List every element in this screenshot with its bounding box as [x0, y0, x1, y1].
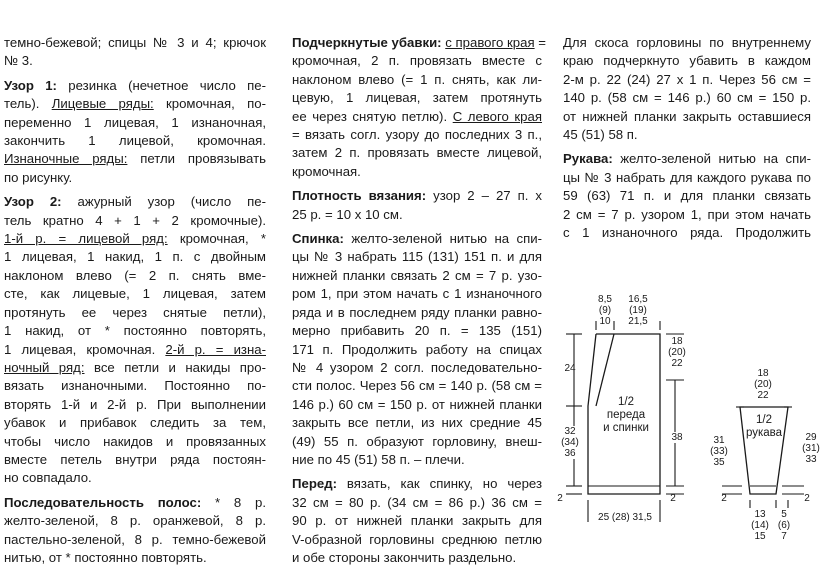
label-line: 10 [599, 316, 611, 327]
text-line: 1 накид, от * постоянно повторять, [4, 323, 266, 339]
text-line: кромочная. [292, 163, 361, 179]
text-line: Подчеркнутые убавки: с правого края = [292, 35, 546, 50]
text-line: сте, как лицевые, 1 лицевая, затем [4, 286, 266, 302]
underlined-term: Изнаночные ряды: [4, 151, 128, 167]
label-line: (19) [629, 305, 647, 316]
sleeve-band-left-label: 2 [721, 493, 727, 504]
underlined-term: с правого края [445, 35, 535, 50]
sleeve-left-length-label [708, 435, 730, 468]
text-column-1 [4, 34, 266, 567]
text-line: (49) 55 п. образуют горловину, внеш- [292, 433, 542, 449]
sleeve-piece-label [742, 414, 786, 440]
text-line: закрыть все петли, из них средние 45 [292, 415, 542, 431]
text-line: протянуть ее через снятые петли), [4, 304, 266, 320]
text-line: 59 (63) 71 п. и для планки связать [563, 188, 811, 204]
label-line: (14) [751, 520, 769, 531]
bold-heading: Узор 2: [4, 194, 62, 210]
label-line: 5 [781, 509, 787, 520]
underlined-term: 2-й р. = изна- [165, 341, 266, 357]
text-line: Изнаночные ряды: петли провязывать [4, 151, 266, 167]
body-band-left-label: 2 [557, 493, 563, 504]
sleeve-band-right-label: 2 [804, 493, 810, 504]
underlined-term: ночный ряд: [4, 359, 85, 375]
sleeve-bottom-width-label [748, 509, 772, 542]
text-line: тель). Лицевые ряды: кромочная, по- [4, 96, 266, 112]
text-column-3 [563, 34, 811, 242]
label-line: (9) [598, 305, 612, 316]
body-neck-depth-label: 24 [564, 363, 576, 374]
text-line: V-образной горловины среднюю петлю [292, 531, 542, 547]
text-line: от нижней планки закрыть оставшиеся [563, 108, 811, 124]
sleeve-bottom-offset-label [776, 509, 792, 542]
text-line: 146 р.) 60 см = 150 р. от нижней планки [292, 396, 542, 412]
text-line: переменно 1 лицевая, 1 изнаночная, [4, 114, 266, 130]
text-line: краю подчеркнуто убавить в каждом [563, 53, 811, 69]
label-line: 32 [564, 426, 576, 437]
sleeve-top-width-label [750, 368, 776, 401]
body-side-38-label: 38 [665, 432, 689, 443]
label-line: 22 [757, 390, 769, 401]
label-line: 35 [713, 457, 725, 468]
body-side-length-label [558, 426, 582, 459]
label-line: 1/2 [756, 414, 772, 426]
bold-heading: Плотность вязания: [292, 188, 427, 204]
label-line: (34) [561, 437, 579, 448]
label-line: 18 [671, 336, 683, 347]
text-line: чтобы число накидов и провязанных [4, 433, 266, 449]
text-line: цевую, 1 лицевая, затем протянуть [292, 90, 542, 106]
text-line: № 3. [4, 53, 33, 69]
text-line: цы № 3 набрать для каждого рукава по [563, 169, 811, 185]
text-line: затем 2 п. провязать вместе лицевой, [292, 145, 542, 161]
bold-heading: Спинка: [292, 231, 344, 247]
label-line: 1/2 [618, 396, 634, 408]
text-line: ночный ряд: все петли и накиды про- [4, 359, 266, 375]
text-line: 171 п. Продолжить работу на спицах [292, 341, 542, 357]
body-band-right-label: 2 [670, 493, 676, 504]
label-line: 16,5 [628, 294, 648, 305]
text-line: тель кратно 4 + 1 + 2 кромочные). [4, 212, 266, 228]
label-line: 31 [713, 435, 725, 446]
body-neck-width-label [592, 294, 618, 327]
bold-heading: Рукава: [563, 151, 613, 167]
text-line: 25 р. = 10 х 10 см. [292, 206, 403, 222]
label-line: 7 [781, 531, 787, 542]
text-line: цы № 3 набрать 115 (131) 151 п. и для [292, 249, 542, 265]
label-line: и спинки [603, 422, 649, 434]
text-line: кромочная, 2 п. провязать вместе с [292, 53, 542, 69]
underlined-term: С левого края [452, 108, 542, 124]
text-line: Узор 2: ажурный узор (число пе- [4, 194, 266, 210]
text-line: Плотность вязания: узор 2 – 27 п. х [292, 188, 543, 204]
text-line: 140 р. (58 см = 146 р.) 60 см = 150 р. [563, 90, 811, 106]
text-line: вторять 1-й и 2-й р. При выполнении [4, 396, 266, 412]
text-line: № 4 узором 2 согл. последовательно- [292, 359, 542, 375]
label-line: (20) [754, 379, 772, 390]
text-line: 45 (51) 58 п. [563, 127, 638, 143]
text-line: нитью, от * постоянно повторять. [4, 549, 207, 565]
text-line: Перед: вязать, как спинку, но через [292, 476, 542, 492]
bold-heading: Узор 1: [4, 77, 57, 93]
underlined-term: Лицевые ряды: [51, 96, 154, 112]
label-line: 36 [564, 448, 576, 459]
label-line: (6) [777, 520, 791, 531]
text-line: наклоном влево (= 1 п. снять, как ли- [292, 71, 542, 87]
text-column-2 [292, 34, 546, 567]
label-line: 13 [754, 509, 766, 520]
label-line: (20) [668, 347, 686, 358]
label-line: 33 [805, 454, 817, 465]
label-line: (33) [710, 446, 728, 457]
body-piece-label [596, 396, 656, 435]
text-line: но совпадало. [4, 470, 92, 486]
text-line: темно-бежевой; спицы № 3 и 4; крючок [4, 35, 266, 50]
body-width-label: 25 (28) 31,5 [592, 512, 658, 523]
bold-heading: Перед: [292, 476, 337, 492]
text-line: пастельно-зеленой, 8 р. темно-бежевой [4, 531, 266, 547]
text-line: ние по 45 (51) 58 п. – плечи. [292, 451, 465, 467]
text-line: Спинка: желто-зеленой нитью на спи- [292, 231, 542, 247]
text-line: ее через снятую петлю). С левого края [292, 108, 542, 124]
text-line: по рисунку. [4, 169, 73, 185]
label-line: 18 [757, 368, 769, 379]
underlined-term: 1-й р. = лицевой ряд: [4, 231, 168, 247]
text-line: ряда и в последнем ряду планки равно- [292, 304, 542, 320]
text-line: убавок и прибавок следить за тем, [4, 415, 266, 431]
label-line: переда [606, 409, 646, 421]
text-line: Последовательность полос: * 8 р. [4, 494, 266, 510]
text-line: ром 1, при этом начать с 1 изнаночного [292, 286, 542, 302]
sleeve-right-length-label [800, 432, 822, 465]
text-line: вместе петель внутри ряда постоян- [4, 451, 266, 467]
label-line: 29 [805, 432, 817, 443]
text-line: вязать изнаночными. Постоянно по- [4, 378, 266, 394]
text-line: Для скоса горловины по внутреннему [563, 35, 811, 50]
bold-heading: Подчеркнутые убавки: [292, 35, 442, 50]
pattern-diagrams [552, 286, 828, 573]
bold-heading: Последовательность полос: [4, 494, 202, 510]
text-line: наклоном влево (= 2 п. снять вме- [4, 267, 266, 283]
label-line: 8,5 [598, 294, 612, 305]
text-line: 2 см = 7 р. узором 1, при этом начать [563, 206, 811, 222]
text-line: нижней планки связать 2 см = 7 р. узо- [292, 267, 542, 283]
text-line: и обе стороны закончить раздельно. [292, 549, 517, 565]
text-line: 1 лицевая, 1 накид, 1 п. с двойным [4, 249, 266, 265]
label-line: 15 [754, 531, 766, 542]
text-line: с 1 изнаночного ряда. Продолжить [563, 225, 811, 241]
text-line: 90 р. от нижней планки закрыть для [292, 513, 542, 529]
text-line: желто-зеленой, 8 р. оранжевой, 8 р. [4, 513, 266, 529]
text-line: мерно прибавить 20 п. = 135 (151) [292, 323, 542, 339]
text-line: Рукава: желто-зеленой нитью на спи- [563, 151, 811, 167]
body-shoulder-width-label [622, 294, 654, 327]
text-line: закончить 1 лицевой, кромочная. [4, 133, 266, 149]
text-line: 32 см = 80 р. (34 см = 86 р.) 36 см = [292, 494, 542, 510]
text-line: = вязать согл. узору до последних 3 п., [292, 127, 542, 143]
text-line: 1 лицевая, кромочная. 2-й р. = изна- [4, 341, 266, 357]
text-line: Узор 1: резинка (нечетное число пе- [4, 77, 266, 93]
text-line: сти полос. Через 56 см = 140 р. (58 см = [292, 378, 542, 394]
label-line: рукава [745, 427, 783, 439]
text-line: 1-й р. = лицевой ряд: кромочная, * [4, 231, 266, 247]
label-line: (31) [802, 443, 820, 454]
label-line: 21,5 [628, 316, 648, 327]
body-armhole-label [665, 336, 689, 369]
text-line: 2-м р. 22 (24) 27 х 1 п. Через 56 см = [563, 71, 811, 87]
label-line: 22 [671, 358, 683, 369]
